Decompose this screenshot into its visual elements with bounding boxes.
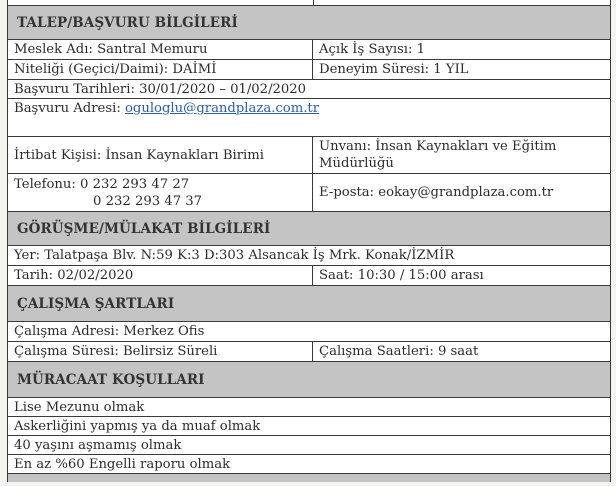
occupation-name: Meslek Adı: Santral Memuru <box>8 40 313 59</box>
table-row <box>8 266 610 286</box>
table-row <box>8 246 610 266</box>
contact-email: E-posta: eokay@grandplaza.com.tr <box>319 185 554 200</box>
requirement-item <box>8 398 610 417</box>
table-row <box>8 40 610 60</box>
section-title: TALEP/BAŞVURU BİLGİLERİ <box>17 14 238 31</box>
application-address <box>8 99 610 136</box>
requirement-item <box>8 436 610 455</box>
interview-date: Tarih: 02/02/2020 <box>8 266 313 285</box>
previous-table-end <box>8 0 610 6</box>
job-posting-form <box>7 0 611 482</box>
contact-title <box>313 137 610 173</box>
contact-title-line1: Unvanı: İnsan Kaynakları ve Eğitim <box>319 139 557 154</box>
table-row <box>8 137 610 174</box>
phone-line1: Telefonu: 0 232 293 47 27 <box>14 176 190 192</box>
interview-location: Yer: Talatpaşa Blv. N:59 K:3 D:303 Alsancak İş Mrk. Konak/İZMİR <box>14 248 455 263</box>
table-row <box>8 60 610 80</box>
requirement-text: En az %60 Engelli raporu olmak <box>14 456 231 472</box>
next-section-start <box>8 474 610 482</box>
section-header-gorusme <box>8 212 610 246</box>
working-hours: Çalışma Saatleri: 9 saat <box>319 344 479 359</box>
work-address: Çalışma Adresi: Merkez Ofis <box>14 324 205 339</box>
requirement-text: Askerliğini yapmış ya da muaf olmak <box>14 418 261 434</box>
requirement-text: 40 yaşını aşmamış olmak <box>14 437 182 453</box>
table-row <box>8 174 610 212</box>
section-header-talep <box>8 6 610 40</box>
interview-time: Saat: 10:30 / 15:00 arası <box>319 268 484 283</box>
requirement-item <box>8 417 610 436</box>
section-title: MÜRACAAT KOŞULLARI <box>17 371 205 388</box>
phone-line2: 0 232 293 47 37 <box>93 193 203 209</box>
requirement-text: Lise Mezunu olmak <box>14 399 145 415</box>
application-email-link[interactable]: oguloglu@grandplaza.com.tr <box>124 101 320 116</box>
application-dates: Başvuru Tarihleri: 30/01/2020 – 01/02/2020 <box>14 81 307 97</box>
position-type: Niteliği (Geçici/Daimi): DAİMİ <box>8 60 313 79</box>
experience-duration: Deneyim Süresi: 1 YIL <box>319 62 469 77</box>
table-row <box>8 342 610 362</box>
table-row <box>8 99 610 137</box>
table-row <box>8 322 610 342</box>
contact-title-line2: Müdürlüğü <box>319 156 394 171</box>
phone <box>8 174 313 211</box>
section-header-calisma <box>8 286 610 322</box>
table-row <box>8 80 610 99</box>
requirement-item <box>8 455 610 474</box>
contact-person: İrtibat Kişisi: İnsan Kaynakları Birimi <box>8 137 313 173</box>
section-header-muracaat <box>8 362 610 398</box>
employment-duration: Çalışma Süresi: Belirsiz Süreli <box>8 342 313 361</box>
application-address-label: Başvuru Adresi: <box>14 101 125 116</box>
section-title: GÖRÜŞME/MÜLAKAT BİLGİLERİ <box>17 220 271 237</box>
section-title: ÇALIŞMA ŞARTLARI <box>17 295 175 312</box>
open-positions: Açık İş Sayısı: 1 <box>319 42 426 57</box>
